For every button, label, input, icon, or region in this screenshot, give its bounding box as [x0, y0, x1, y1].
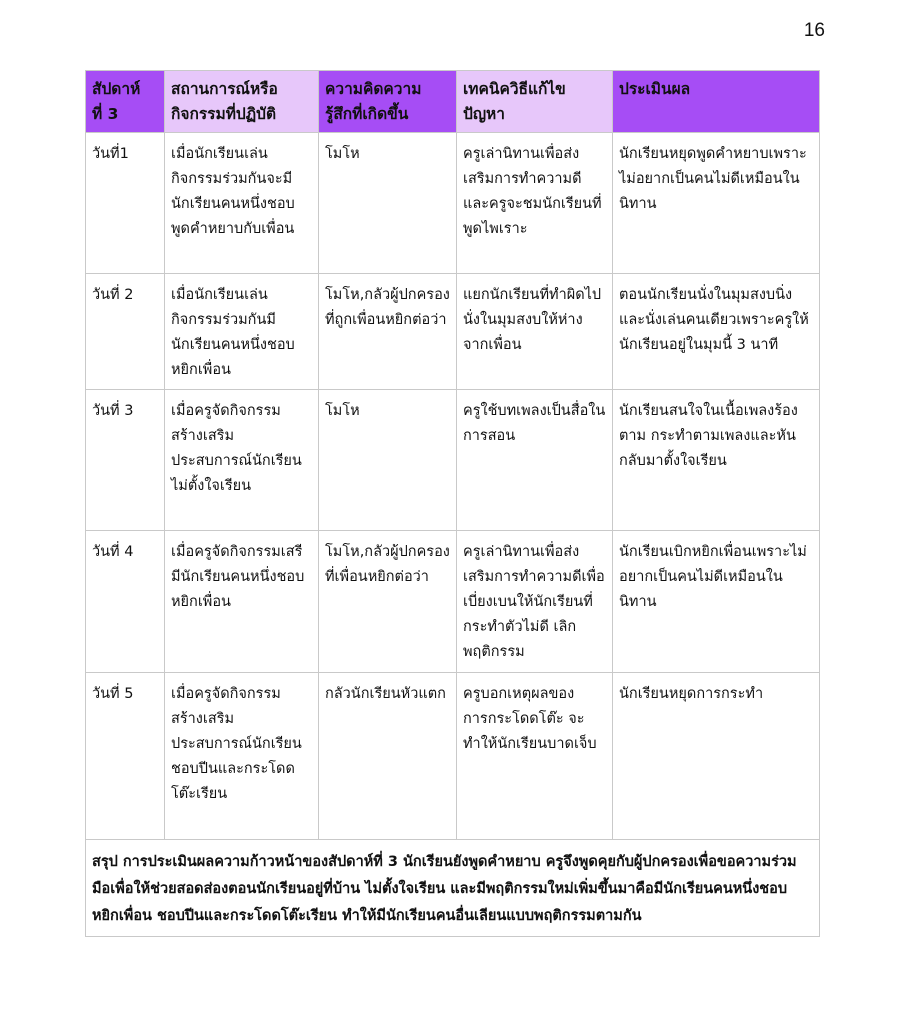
row-feeling: โมโห — [319, 133, 457, 274]
table-row — [86, 390, 820, 531]
row-evaluation: ตอนนักเรียนนั่งในมุมสงบนิ่งและนั่งเล่นคนเดียวเพราะครูให้นักเรียนอยู่ในมุมนี้ 3 นาที — [613, 274, 820, 390]
row-situation: เมื่อนักเรียนเล่นกิจกรรมร่วมกันมีนักเรียนคนหนึ่งชอบหยิกเพื่อน — [165, 274, 319, 390]
row-situation: เมื่อครูจัดกิจกรรมสร้างเสริมประสบการณ์นักเรียนไม่ตั้งใจเรียน — [165, 390, 319, 531]
row-day: วันที่ 4 — [86, 531, 165, 673]
row-evaluation: นักเรียนสนใจในเนื้อเพลงร้องตาม กระทำตามเพลงและหันกลับมาตั้งใจเรียน — [613, 390, 820, 531]
row-technique: แยกนักเรียนที่ทำผิดไปนั่งในมุมสงบให้ห่างจากเพื่อน — [457, 274, 613, 390]
table-header-row — [86, 71, 820, 133]
header-technique: เทคนิควิธีแก้ไข ปัญหา — [457, 71, 613, 133]
row-evaluation: นักเรียนเบิกหยิกเพื่อนเพราะไม่อยากเป็นคนไม่ดีเหมือนในนิทาน — [613, 531, 820, 673]
row-situation: เมื่อนักเรียนเล่นกิจกรรมร่วมกันจะมีนักเรียนคนหนึ่งชอบพูดคำหยาบกับเพื่อน — [165, 133, 319, 274]
row-evaluation: นักเรียนหยุดพูดคำหยาบเพราะไม่อยากเป็นคนไม่ดีเหมือนในนิทาน — [613, 133, 820, 274]
row-technique: ครูใช้บทเพลงเป็นสื่อในการสอน — [457, 390, 613, 531]
header-feeling: ความคิดความ รู้สึกที่เกิดขึ้น — [319, 71, 457, 133]
row-feeling: โมโห — [319, 390, 457, 531]
row-feeling: กลัวนักเรียนหัวแตก — [319, 673, 457, 840]
header-situation: สถานการณ์หรือ กิจกรรมที่ปฏิบัติ — [165, 71, 319, 133]
row-day: วันที่1 — [86, 133, 165, 274]
page-number: 16 — [803, 20, 825, 41]
table-row — [86, 274, 820, 390]
summary-text: สรุป การประเมินผลความก้าวหน้าของสัปดาห์ที่ 3 นักเรียนยังพูดคำหยาบ ครูจึงพูดคุยกับผู้ปกครองเพื่อขอความร่วมมือเพื่อให้ช่วยสอดส่องตอนนักเรียนอยู่ที่บ้าน ไม่ตั้งใจเรียน และมีพฤติกรรมใหม่เพิ่มขึ้นมาคือมีนักเรียนคนหนึ่งชอบหยิกเพื่อน ชอบปีนและกระโดดโต๊ะเรียน ทำให้มีนักเรียนคนอื่นเลียนแบบพฤติกรรมตามกัน — [86, 840, 820, 937]
header-evaluation: ประเมินผล — [613, 71, 820, 133]
row-situation: เมื่อครูจัดกิจกรรมเสรี มีนักเรียนคนหนึ่งชอบหยิกเพื่อน — [165, 531, 319, 673]
row-day: วันที่ 3 — [86, 390, 165, 531]
header-week: สัปดาห์ ที่ 3 — [86, 71, 165, 133]
row-day: วันที่ 5 — [86, 673, 165, 840]
row-feeling: โมโห,กลัวผู้ปกครองที่เพื่อนหยิกต่อว่า — [319, 531, 457, 673]
row-day: วันที่ 2 — [86, 274, 165, 390]
summary-row — [86, 840, 820, 937]
weekly-log-table — [85, 70, 820, 937]
table-row — [86, 531, 820, 673]
row-technique: ครูเล่านิทานเพื่อส่งเสริมการทำความดีเพื่อเบี่ยงเบนให้นักเรียนที่กระทำตัวไม่ดี เลิกพฤติกรรม — [457, 531, 613, 673]
table-row — [86, 133, 820, 274]
table-row — [86, 673, 820, 840]
row-technique: ครูเล่านิทานเพื่อส่งเสริมการทำความดีและครูจะชมนักเรียนที่พูดไพเราะ — [457, 133, 613, 274]
row-evaluation: นักเรียนหยุดการกระทำ — [613, 673, 820, 840]
row-technique: ครูบอกเหตุผลของการกระโดดโต๊ะ จะทำให้นักเรียนบาดเจ็บ — [457, 673, 613, 840]
row-situation: เมื่อครูจัดกิจกรรมสร้างเสริมประสบการณ์นักเรียนชอบปีนและกระโดดโต๊ะเรียน — [165, 673, 319, 840]
row-feeling: โมโห,กลัวผู้ปกครองที่ถูกเพื่อนหยิกต่อว่า — [319, 274, 457, 390]
